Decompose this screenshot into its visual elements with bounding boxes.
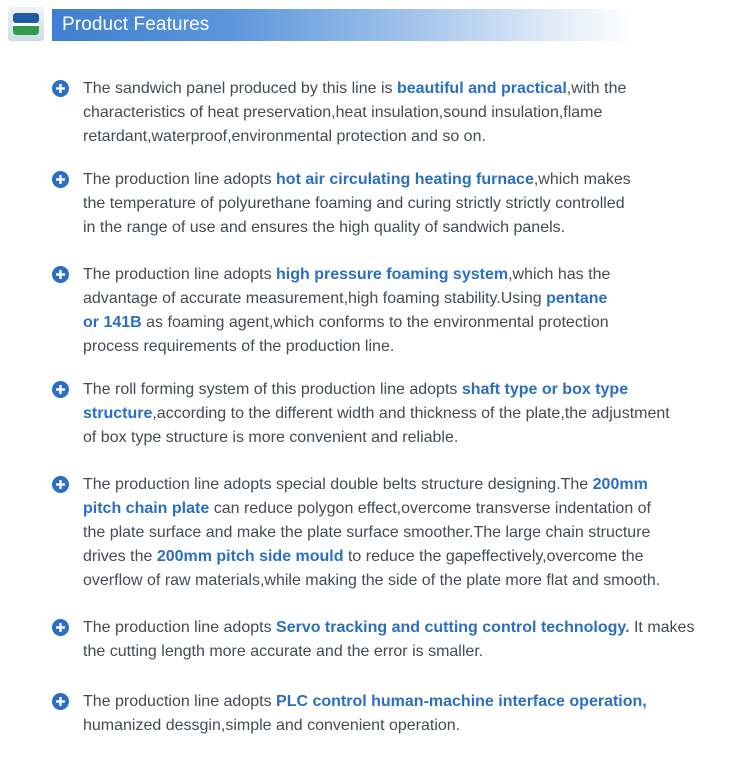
feature-text-segment: The production line adopts — [83, 619, 277, 636]
plus-circle-icon — [52, 381, 69, 398]
highlight-text: shaft type or box type structure — [83, 381, 629, 422]
feature-item — [52, 77, 722, 149]
highlight-text: pentane or 141B — [83, 290, 608, 331]
brand-logo-icon — [8, 7, 44, 41]
feature-text-segment: The production line adopts — [83, 266, 277, 283]
feature-text-segment: The production line adopts special double belts structure designing.The — [83, 476, 593, 493]
feature-text-segment: as foaming agent,which conforms to the environmental protection process requirements of the production line. — [83, 314, 609, 355]
highlight-text: hot air circulating heating furnace — [276, 171, 534, 188]
plus-circle-icon — [52, 80, 69, 97]
highlight-text: Servo tracking and cutting control technology. — [276, 619, 630, 636]
feature-item — [52, 378, 722, 450]
plus-circle-icon — [52, 619, 69, 636]
feature-item — [52, 263, 722, 359]
highlight-text: 200mm pitch side mould — [156, 548, 344, 565]
feature-text-segment: It makes the cutting length more accurate and the error is smaller. — [83, 619, 695, 660]
feature-item — [52, 473, 722, 593]
highlight-text: beautiful and practical — [396, 80, 567, 97]
feature-text-segment: ,according to the different width and thickness of the plate,the adjustment of box type structure is more convenient and reliable. — [83, 405, 670, 446]
plus-circle-icon — [52, 171, 69, 188]
title-bar — [52, 9, 633, 41]
section-title: Product Features — [62, 14, 210, 35]
plus-circle-icon — [52, 266, 69, 283]
plus-circle-icon — [52, 693, 69, 710]
feature-text-segment: ,which has the advantage of accurate measurement,high foaming stability.Using — [83, 266, 611, 307]
feature-text-segment: The sandwich panel produced by this line is — [83, 80, 397, 97]
feature-text-segment: ,with the characteristics of heat preservation,heat insulation,sound insulation,flame retardant,waterproof,environmental protection and so on. — [83, 80, 627, 145]
feature-text-segment: The production line adopts — [83, 171, 277, 188]
feature-text — [83, 378, 722, 450]
feature-text — [83, 690, 722, 738]
feature-text — [83, 263, 722, 359]
feature-text-segment: The roll forming system of this production line adopts — [83, 381, 462, 398]
feature-item — [52, 168, 722, 240]
feature-item — [52, 690, 722, 738]
feature-text-segment: The production line adopts — [83, 693, 277, 710]
feature-text-segment: to reduce the gapeffectively,overcome the overflow of raw materials,while making the side of the plate more flat and smooth. — [83, 548, 661, 589]
feature-text — [83, 616, 722, 664]
feature-text — [83, 77, 722, 149]
feature-item — [52, 616, 722, 664]
feature-text-segment: humanized dessgin,simple and convenient operation. — [83, 717, 461, 734]
highlight-text: 200mm pitch chain plate — [83, 476, 648, 517]
feature-text — [83, 473, 722, 593]
feature-text-segment: can reduce polygon effect,overcome transverse indentation of the plate surface and make the plate surface smoother.The large chain structure drives the — [83, 500, 651, 565]
highlight-text: high pressure foaming system — [276, 266, 509, 283]
feature-text — [83, 168, 722, 240]
section-header — [8, 7, 633, 41]
plus-circle-icon — [52, 476, 69, 493]
highlight-text: PLC control human-machine interface operation, — [276, 693, 647, 710]
feature-text-segment: ,which makes the temperature of polyurethane foaming and curing strictly strictly controlled in the range of use and ensures the high quality of sandwich panels. — [83, 171, 631, 236]
